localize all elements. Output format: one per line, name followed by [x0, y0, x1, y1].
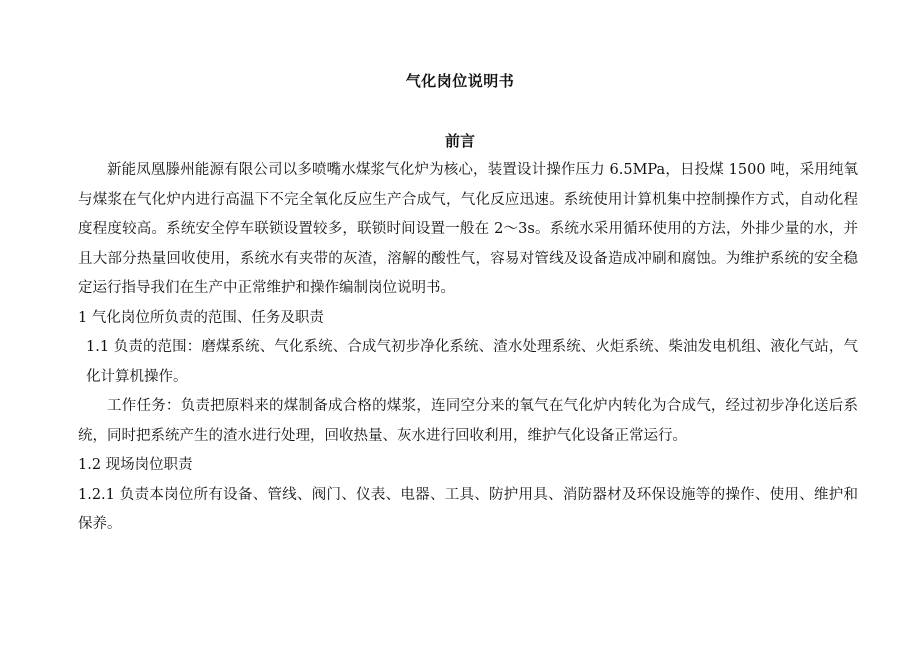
section-heading-1: 1 气化岗位所负责的范围、任务及职责	[78, 309, 324, 326]
duty-paragraph-1-2-1: 1.2.1 负责本岗位所有设备、管线、阀门、仪表、电器、工具、防护用具、消防器材及环保设施等的操作、使用、维护和保养。	[78, 486, 858, 532]
task-paragraph: 工作任务：负责把原料来的煤制备成合格的煤浆，连同空分来的氧气在气化炉内转化为合成气，经过初步净化送后系统，同时把系统产生的渣水进行处理，回收热量、灰水进行回收利用，维护气化设备正常运行。	[78, 398, 858, 444]
preface-heading: 前言	[444, 132, 475, 150]
preface-paragraph: 新能凤凰滕州能源有限公司以多喷嘴水煤浆气化炉为核心，装置设计操作压力 6.5MPa，日投煤 1500 吨，采用纯氧与煤浆在气化炉内进行高温下不完全氧化反应生产合成气，气化反应迅速。系统使用计算机集中控制操作方式，自动化程度程度较高。系统安全停车联锁设置较多，联锁时间设置一般在 2～3s。系统水采用循环使用的方法，外排少量的水，并且大部分热量回收使用，系统水有夹带的灰渣，溶解的酸性气，容易对管线及设备造成冲刷和腐蚀。为维护系统的安全稳定运行指导我们在生产中正常维护和操作编制岗位说明书。	[78, 162, 858, 296]
section-heading-1-2: 1.2 现场岗位职责	[78, 457, 193, 473]
scope-paragraph: 1.1 负责的范围：磨煤系统、气化系统、合成气初步净化系统、渣水处理系统、火炬系统、柴油发电机组、液化气站，气化计算机操作。	[86, 339, 858, 385]
document-title: 气化岗位说明书	[405, 72, 515, 90]
document-body	[78, 156, 858, 540]
